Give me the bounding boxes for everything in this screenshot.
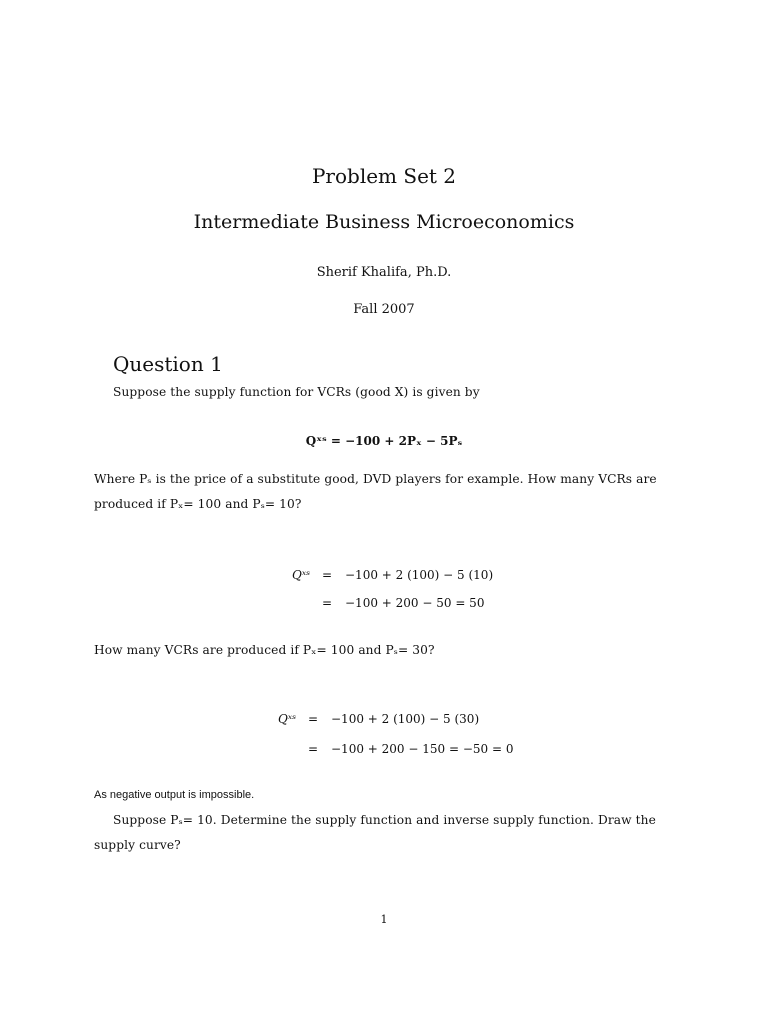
note-text: As negative output is impossible.: [94, 789, 255, 801]
document-subtitle: Intermediate Business Microeconomics: [193, 211, 575, 233]
paragraph-1-line-1: Where Pₛ is the price of a substitute good, DVD players for example. How many VCRs are: [94, 472, 657, 486]
paragraph-1-line-2: produced if Pₓ= 100 and Pₛ= 10?: [94, 497, 302, 511]
calc-1-equals-1: =: [322, 568, 333, 582]
calc-2-row-2: −100 + 200 − 150 = −50 = 0: [331, 742, 514, 756]
calc-1-equals-2: =: [322, 596, 333, 610]
intro-paragraph: Suppose the supply function for VCRs (good X) is given by: [113, 385, 480, 399]
author: Sherif Khalifa, Ph.D.: [316, 265, 452, 280]
calc-2-equals-2: =: [308, 742, 319, 756]
paragraph-3-line-1: Suppose Pₛ= 10. Determine the supply function and inverse supply function. Draw the: [113, 813, 656, 827]
paragraph-3-line-2: supply curve?: [94, 838, 181, 852]
calc-2-equals-1: =: [308, 712, 319, 726]
supply-equation: Qˣˢ = −100 + 2Pₓ − 5Pₛ: [305, 434, 463, 448]
document-title: Problem Set 2: [311, 164, 457, 188]
calc-2-row-1: −100 + 2 (100) − 5 (30): [331, 712, 480, 726]
calc-2-lhs: Qˣˢ: [278, 712, 297, 726]
calc-1-lhs: Qˣˢ: [292, 568, 311, 582]
calc-1-row-2: −100 + 200 − 50 = 50: [345, 596, 485, 610]
page-number: 1: [380, 913, 388, 926]
term: Fall 2007: [353, 302, 415, 317]
section-heading: Question 1: [113, 352, 223, 376]
question-2-line: How many VCRs are produced if Pₓ= 100 and Pₛ= 30?: [94, 643, 435, 657]
calc-1-row-1: −100 + 2 (100) − 5 (10): [345, 568, 494, 582]
